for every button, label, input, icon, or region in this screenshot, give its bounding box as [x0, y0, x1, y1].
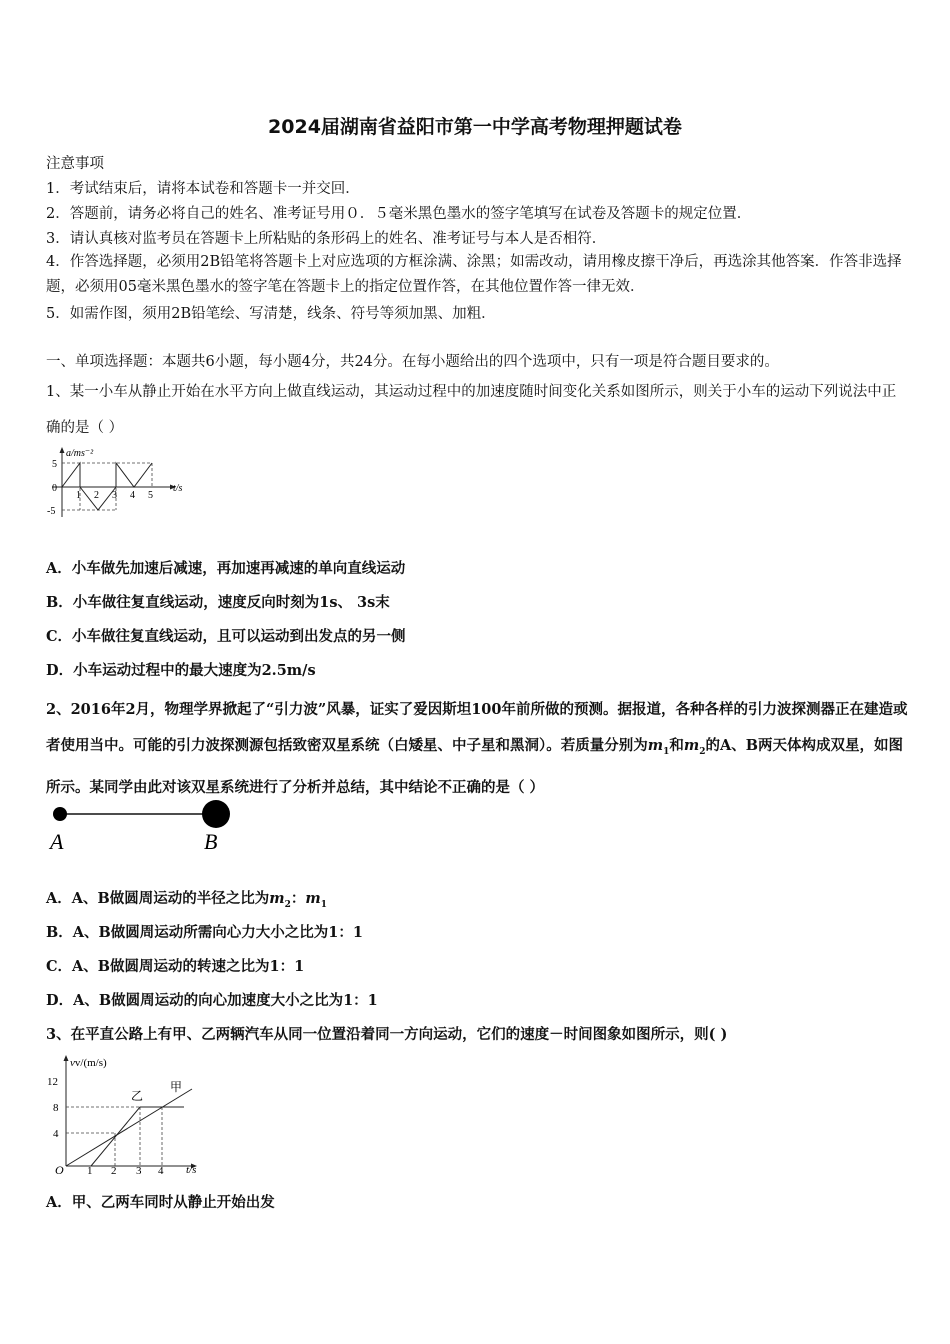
notice-heading: 注意事项	[46, 156, 104, 172]
q1-option-d: D．小车运动过程中的最大速度为2.5m/s	[46, 662, 316, 679]
q1-xtick: 1	[76, 490, 81, 501]
q3-xtick: 3	[136, 1165, 142, 1177]
q2-m2: m	[683, 737, 700, 754]
q1-graph-xlabel: t/s	[173, 483, 183, 494]
q1-xtick: 5	[148, 490, 153, 501]
q1-xtick: 2	[94, 490, 99, 501]
q3-option-a: A．甲、乙两车同时从静止开始出发	[46, 1194, 275, 1211]
notice-item-2: 2．答题前，请务必将自己的姓名、准考证号用０．５毫米黑色墨水的签字笔填写在试卷及答题卡的规定位置．	[46, 206, 752, 222]
q3-ytick: 12	[47, 1076, 58, 1088]
q3-xtick: 2	[111, 1165, 117, 1177]
q2-option-c: C．A、B做圆周运动的转速之比为1：1	[46, 958, 305, 975]
notice-item-4: 4．作答选择题，必须用2B铅笔将答题卡上对应选项的方框涂满、涂黑；如需改动，请用橡皮擦干净后，再选涂其他答案．作答非选择题，必须用05毫米黑色墨水的签字笔在答题卡上的指定位置作答，在其他位置作答一律无效．	[46, 254, 902, 295]
q1-ytick: 5	[52, 459, 57, 470]
q3-label-jia: 甲	[170, 1080, 183, 1094]
q3-graph-ylabel-text: v/(m/s)	[74, 1057, 107, 1069]
notice-item-1: 1．考试结束后，请将本试卷和答题卡一并交回．	[46, 181, 360, 197]
q3-ytick: 8	[53, 1102, 59, 1114]
q2-option-a-m2: m	[269, 890, 285, 907]
q1-stem: 1、某一小车从静止开始在水平方向上做直线运动，其运动过程中的加速度随时间变化关系如图所示，则关于小车的运动下列说法中正确的是（ ）	[46, 384, 897, 436]
q2-stem	[46, 692, 908, 806]
star-b-label: B	[204, 829, 218, 854]
q3-ytick: 4	[53, 1128, 59, 1140]
q1-xtick: 3	[112, 490, 117, 501]
notice-item-3: 3．请认真核对监考员在答题卡上所粘贴的条形码上的姓名、准考证号与本人是否相符．	[46, 231, 607, 247]
q1-graph-ylabel: a/ms⁻²	[66, 448, 94, 459]
q2-option-a-m2-sub: 2	[284, 899, 291, 910]
q3-graph-ylabel: vv/(m/s)	[70, 1057, 107, 1069]
q2-option-b: B．A、B做圆周运动所需向心力大小之比为1：1	[46, 924, 363, 941]
q2-stem-part2: 的A、B两天体构成双星，如图所示。某同学由此对该双星系统进行了分析并总结，其中结论不正确的是（ ）	[46, 737, 903, 796]
q3-stem: 3、在平直公路上有甲、乙两辆汽车从同一位置沿着同一方向运动，它们的速度－时间图象如图所示，则( )	[46, 1026, 728, 1043]
q2-m1-sub: 1	[663, 746, 670, 757]
q3-xtick: 1	[87, 1165, 93, 1177]
page-title: 2024届湖南省益阳市第一中学高考物理押题试卷	[268, 116, 682, 138]
q1-acceleration-graph	[44, 445, 184, 520]
q2-option-a	[46, 887, 327, 910]
q1-option-b: B．小车做往复直线运动，速度反向时刻为1s、 3s末	[46, 594, 390, 611]
q2-and: 和	[669, 737, 684, 754]
q3-velocity-graph	[44, 1050, 214, 1178]
q2-stem-part1: 2、2016年2月，物理学界掀起了“引力波”风暴，证实了爱因斯坦100年前所做的预测。据报道，各种各样的引力波探测器正在建造或者使用当中。可能的引力波探测源包括致密双星系统（白矮星、中子星和黑洞）。若质量分别为	[46, 701, 908, 754]
q2-option-a-m1-sub: 1	[320, 899, 327, 910]
q3-label-yi: 乙	[131, 1089, 144, 1103]
q2-option-a-m1: m	[305, 890, 321, 907]
q1-option-a: A．小车做先加速后减速，再加速再减速的单向直线运动	[46, 560, 406, 577]
q3-graph-origin: O	[55, 1163, 64, 1177]
q3-xtick: 4	[158, 1165, 164, 1177]
q1-ytick: -5	[47, 506, 56, 517]
section-heading: 一、单项选择题：本题共6小题，每小题4分，共24分。在每小题给出的四个选项中，只有一项是符合题目要求的。	[46, 354, 779, 370]
q1-xtick: 4	[130, 490, 135, 501]
q1-ytick: 0	[52, 483, 57, 494]
q2-option-a-prefix: A．A、B做圆周运动的半径之比为	[46, 890, 270, 907]
q3-graph-xlabel: t/s	[186, 1164, 197, 1176]
q2-option-d: D．A、B做圆周运动的向心加速度大小之比为1：1	[46, 992, 378, 1009]
star-b-dot	[202, 800, 230, 828]
star-a-label: A	[50, 829, 64, 854]
q2-binary-star-figure	[44, 795, 244, 857]
q2-option-a-sep: ：	[290, 890, 306, 907]
q1-option-c: C．小车做往复直线运动，且可以运动到出发点的另一侧	[46, 628, 406, 645]
star-a-dot	[53, 807, 67, 821]
notice-item-5: 5．如需作图，须用2B铅笔绘、写清楚，线条、符号等须加黑、加粗．	[46, 306, 496, 322]
q2-m1: m	[647, 737, 664, 754]
q2-m2-sub: 2	[699, 746, 706, 757]
